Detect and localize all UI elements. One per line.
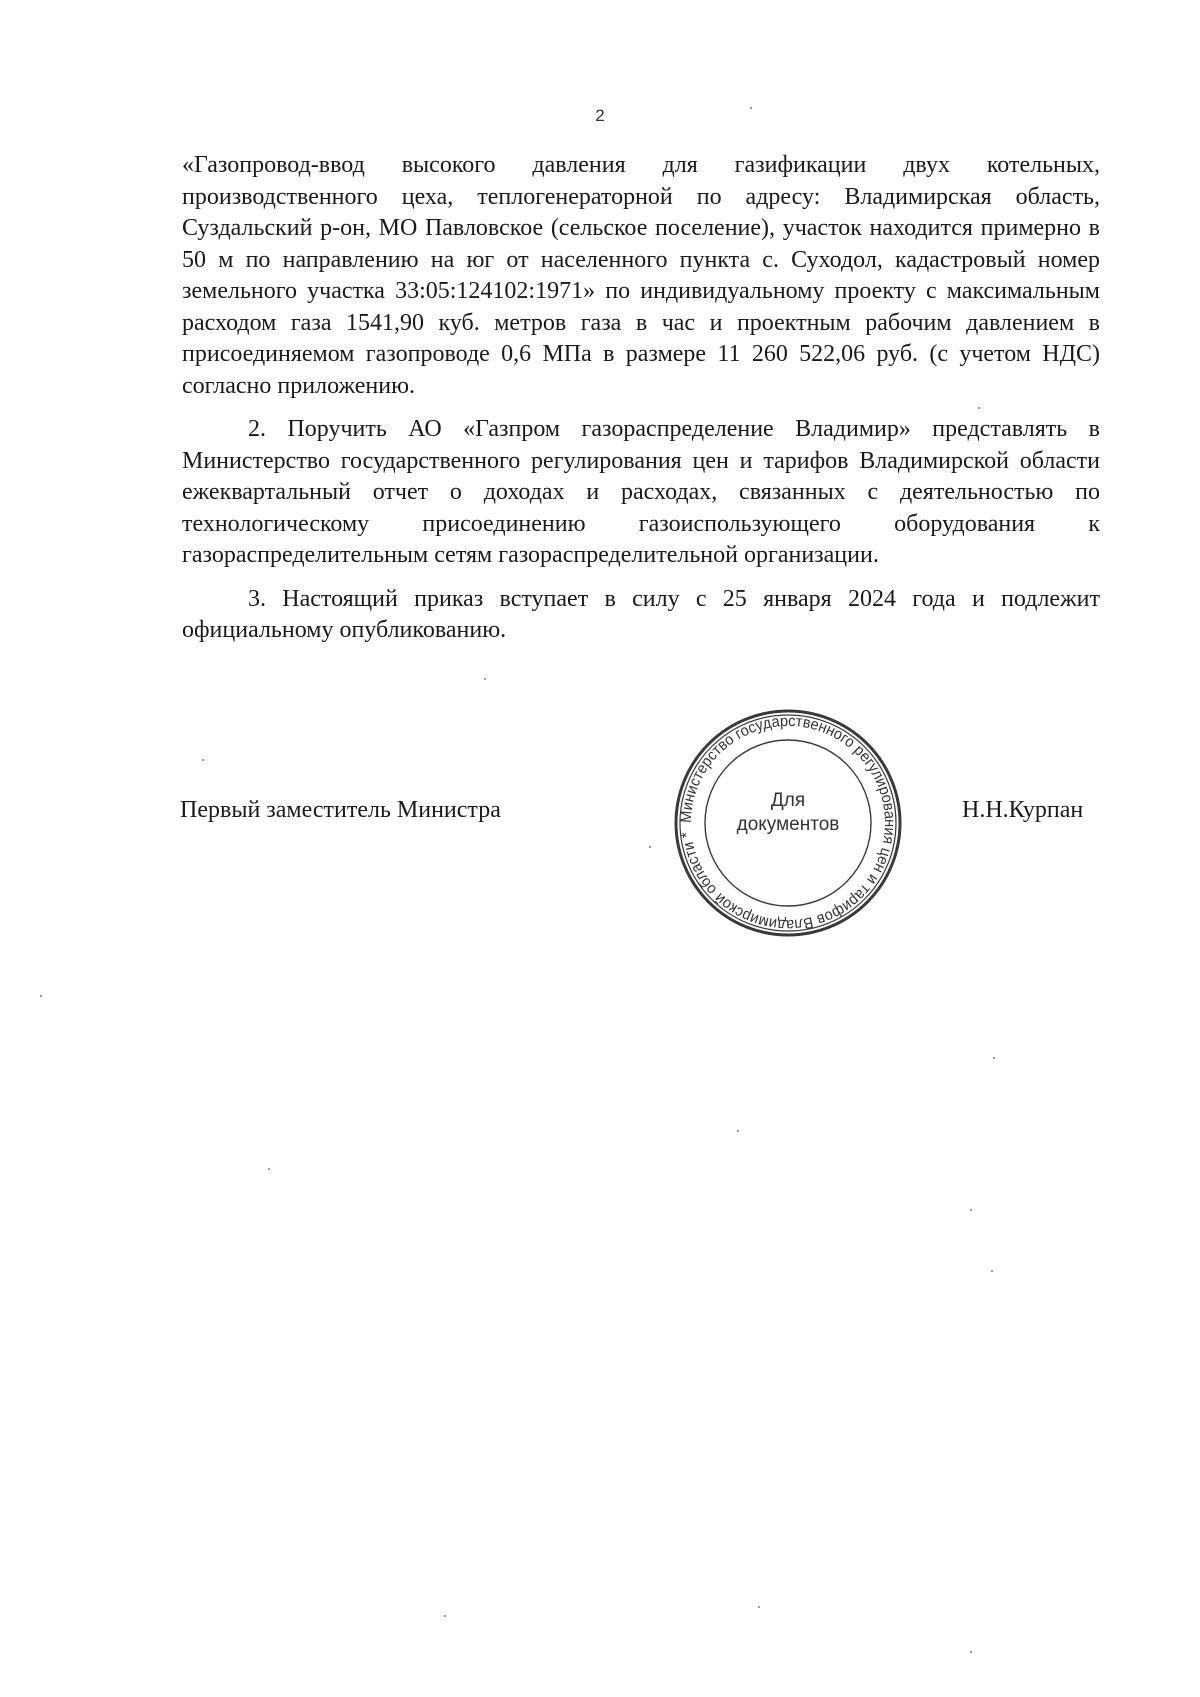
official-stamp: [672, 707, 904, 939]
scan-speck: [649, 846, 651, 848]
scan-speck: [993, 1057, 995, 1059]
scan-speck: [970, 1651, 972, 1653]
scan-speck: [758, 1606, 760, 1608]
stamp-center-line-2: документов: [736, 814, 840, 835]
scan-speck: [202, 759, 204, 761]
scan-speck: [268, 1168, 270, 1170]
signature-block: [0, 797, 1200, 837]
scan-speck: [484, 678, 486, 680]
paragraph-2: 2. Поручить АО «Газпром газораспределение Владимир» представлять в Министерство государственного регулирования цен и тарифов Владимирской области ежеквартальный отчет о доходах и расходах, связанных с деятельностью по технологическому присоединению газоиспользующего оборудования к газораспределительным сетям газораспределительной организации.: [182, 416, 1100, 568]
document-body: [182, 150, 1100, 647]
scan-speck: [991, 1270, 993, 1272]
stamp-center-line-1: Для: [770, 790, 806, 811]
scan-speck: [750, 107, 752, 109]
stamp-center-text: [672, 789, 904, 837]
signer-name: Н.Н.Курпан: [962, 797, 1084, 823]
scan-speck: [970, 1209, 972, 1211]
stamp-ring-text: Министерство государственного регулирования цен и тарифов Владимирской области *: [677, 712, 899, 934]
signer-title: Первый заместитель Министра: [180, 797, 501, 823]
scan-speck: [737, 1130, 739, 1132]
paragraph-3: 3. Настоящий приказ вступает в силу с 25 января 2024 года и подлежит официальному опубликованию.: [182, 585, 1100, 643]
page-number: 2: [595, 106, 605, 125]
scan-speck: [40, 995, 42, 997]
scan-speck: [978, 407, 980, 409]
paragraph-1: «Газопровод-ввод высокого давления для газификации двух котельных, производственного цеха, теплогенераторной по адресу: Владимирская область, Суздальский р-он, МО Павловское (сельское поселение), участок находится примерно в 50 м по направлению на юг от населенного пункта с. Суходол, кадастровый номер земельного участка 33:05:124102:1971» по индивидуальному проекту с максимальным расходом газа 1541,90 куб. метров газа в час и проектным рабочим давлением в присоединяемом газопроводе 0,6 МПа в размере 11 260 522,06 руб. (с учетом НДС) согласно приложению.: [182, 152, 1100, 399]
scan-speck: [444, 1615, 446, 1617]
